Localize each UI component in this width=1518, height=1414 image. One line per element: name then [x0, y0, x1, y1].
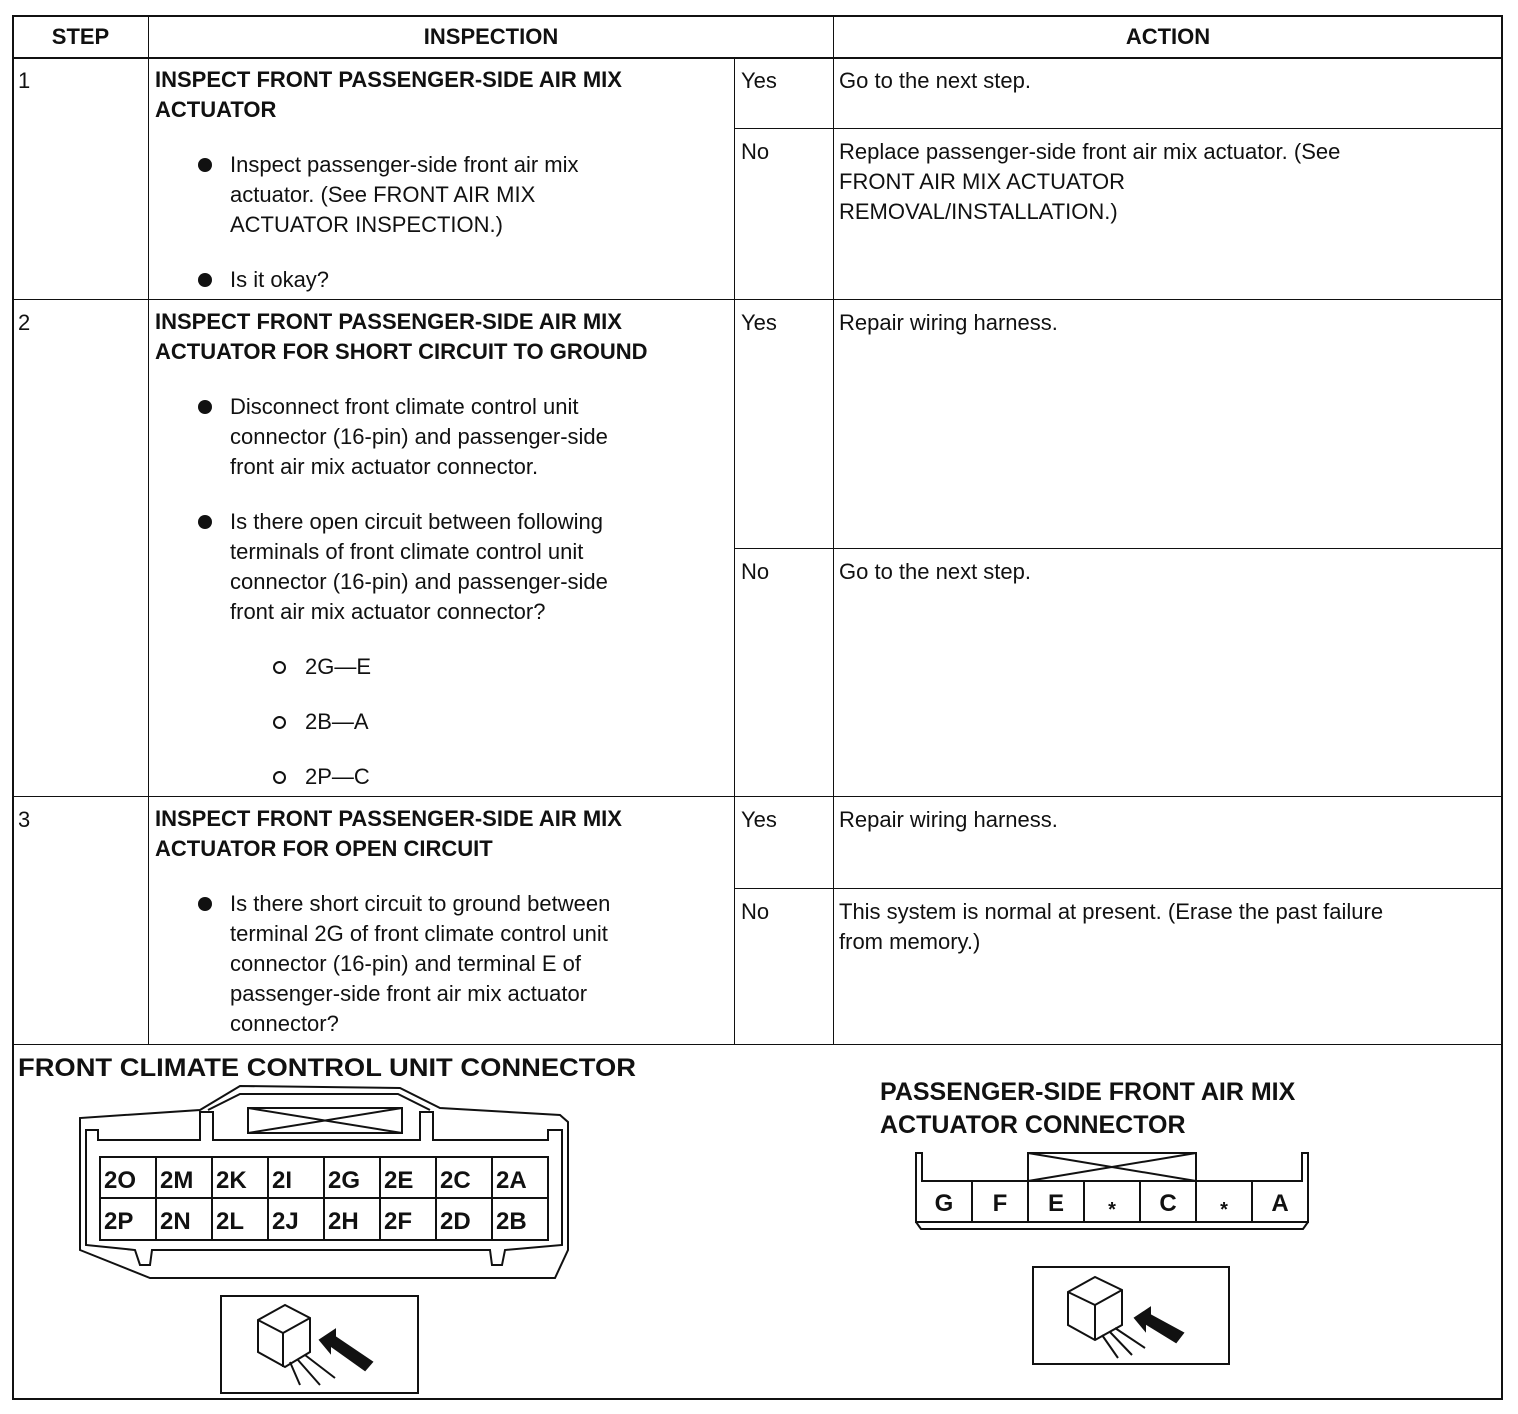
- title-line: INSPECT FRONT PASSENGER-SIDE AIR MIX: [155, 806, 622, 831]
- text-line: Disconnect front climate control unit: [230, 394, 579, 419]
- header-step: STEP: [51, 24, 110, 49]
- pin-label: E: [1047, 1190, 1065, 1217]
- pin-label: 2D: [440, 1208, 471, 1235]
- yes-label: Yes: [741, 68, 777, 93]
- pin-label: F: [992, 1190, 1008, 1217]
- title-line: ACTUATOR FOR SHORT CIRCUIT TO GROUND: [155, 339, 648, 364]
- pin-label: 2B: [496, 1208, 527, 1235]
- title-line: ACTUATOR: [155, 97, 277, 122]
- sub-bullet-text: 2B—A: [305, 709, 369, 734]
- pin-label: 2A: [496, 1167, 527, 1194]
- text-line: Is there open circuit between following: [230, 509, 603, 534]
- title-line: ACTUATOR FOR OPEN CIRCUIT: [155, 836, 493, 861]
- text-line: connector?: [230, 1011, 339, 1036]
- text-line: front air mix actuator connector.: [230, 454, 539, 479]
- text-line: actuator. (See FRONT AIR MIX: [230, 182, 536, 207]
- pin-label: 2N: [160, 1208, 191, 1235]
- pin-label: 2M: [160, 1167, 194, 1194]
- text-line: terminal 2G of front climate control unit: [230, 921, 608, 946]
- pin-label: A: [1271, 1190, 1289, 1217]
- yes-label: Yes: [741, 807, 777, 832]
- header-inspection: INSPECTION: [423, 24, 559, 49]
- climate-connector-title: FRONT CLIMATE CONTROL UNIT CONNECTOR: [18, 1054, 636, 1082]
- text-line: connector (16-pin) and passenger-side: [230, 424, 608, 449]
- text-line: Inspect passenger-side front air mix: [230, 152, 579, 177]
- title-line: INSPECT FRONT PASSENGER-SIDE AIR MIX: [155, 67, 622, 92]
- text-line: connector (16-pin) and passenger-side: [230, 569, 608, 594]
- no-label: No: [741, 899, 770, 924]
- yes-action: Repair wiring harness.: [839, 310, 1058, 335]
- text-line: front air mix actuator connector?: [230, 599, 546, 624]
- pin-label: 2E: [384, 1167, 414, 1194]
- pin-label: 2F: [384, 1208, 413, 1235]
- text-line: Replace passenger-side front air mix actuator. (See: [839, 139, 1341, 164]
- text-line: This system is normal at present. (Erase the past failure: [839, 899, 1384, 924]
- no-action: Go to the next step.: [839, 559, 1032, 584]
- no-label: No: [741, 139, 770, 164]
- step-number: 1: [18, 68, 31, 93]
- pin-label: *: [1220, 1199, 1228, 1221]
- text-line: terminals of front climate control unit: [230, 539, 584, 564]
- text-line: REMOVAL/INSTALLATION.): [839, 199, 1118, 224]
- text-line: passenger-side front air mix actuator: [230, 981, 588, 1006]
- pin-label: 2C: [440, 1167, 471, 1194]
- pin-label: 2G: [328, 1167, 361, 1194]
- pin-label: 2P: [104, 1208, 134, 1235]
- sub-bullet-text: 2G—E: [305, 654, 372, 679]
- yes-action: Go to the next step.: [839, 68, 1032, 93]
- pin-label: 2H: [328, 1208, 359, 1235]
- pin-label: *: [1108, 1199, 1116, 1221]
- pin-label: 2L: [216, 1208, 245, 1235]
- connector-view-icon: [221, 1296, 418, 1393]
- pin-label: 2K: [216, 1167, 247, 1194]
- pin-label: G: [934, 1190, 954, 1217]
- title-line: INSPECT FRONT PASSENGER-SIDE AIR MIX: [155, 309, 622, 334]
- pin-label: 2I: [272, 1167, 293, 1194]
- text-line: Is there short circuit to ground between: [230, 891, 611, 916]
- step-number: 3: [18, 807, 31, 832]
- pin-label: 2O: [104, 1167, 137, 1194]
- sub-bullet-text: 2P—C: [305, 764, 370, 789]
- text-line: ACTUATOR INSPECTION.): [230, 212, 503, 237]
- header-action: ACTION: [1125, 24, 1211, 49]
- actuator-connector-title-line: PASSENGER-SIDE FRONT AIR MIX: [880, 1078, 1296, 1106]
- no-label: No: [741, 559, 770, 584]
- connector-view-icon: [1033, 1267, 1229, 1364]
- actuator-connector-title-line: ACTUATOR CONNECTOR: [880, 1111, 1186, 1139]
- pin-label: C: [1159, 1190, 1177, 1217]
- yes-action: Repair wiring harness.: [839, 807, 1058, 832]
- yes-label: Yes: [741, 310, 777, 335]
- pin-label: 2J: [272, 1208, 299, 1235]
- text-line: from memory.): [839, 929, 981, 954]
- text-line: FRONT AIR MIX ACTUATOR: [839, 169, 1126, 194]
- text-line: connector (16-pin) and terminal E of: [230, 951, 581, 976]
- step-number: 2: [18, 310, 31, 335]
- bullet-text: Is it okay?: [230, 267, 330, 292]
